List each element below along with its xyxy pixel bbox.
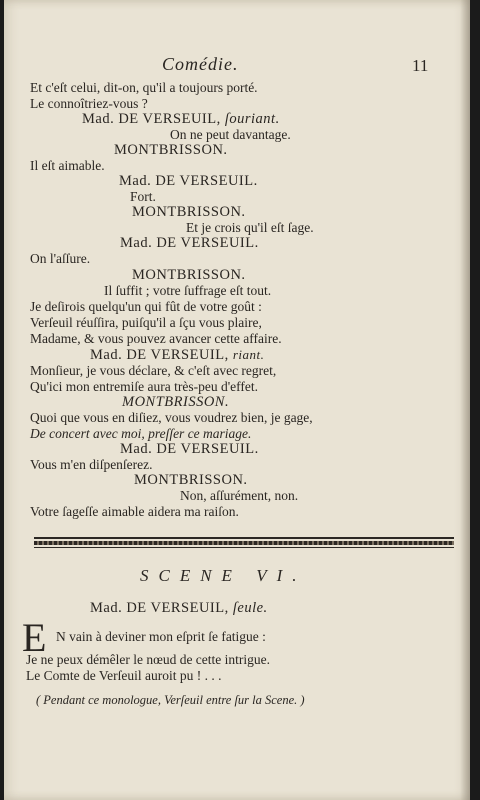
speaker-name: Mad. DE VERSEUIL. — [120, 441, 259, 457]
text-line: Et c'eſt celui, dit-on, qu'il a toujours porté. — [30, 80, 258, 95]
text-line: Il eſt aimable. — [30, 158, 105, 173]
text-line: Et je crois qu'il eſt ſage. — [186, 220, 314, 235]
speaker-name: MONTBRISSON. — [132, 267, 246, 283]
text-line: Il ſuffit ; votre ſuffrage eſt tout. — [104, 283, 272, 298]
text-line: Vous m'en diſpenſerez. — [30, 457, 153, 472]
speaker-name: MONTBRISSON. — [122, 394, 230, 410]
ornamental-rule — [34, 537, 454, 548]
text-line: Quoi que vous en diſiez, vous voudrez bien, je gage, — [30, 410, 313, 425]
book-page — [4, 0, 470, 800]
text-line: On ne peut davantage. — [170, 127, 291, 142]
page-edge-shadow — [460, 0, 470, 800]
running-title: Comédie. — [162, 54, 239, 74]
speaker-name: Mad. DE VERSEUIL, ſouriant. — [82, 111, 280, 127]
page-number: 11 — [412, 56, 429, 75]
drop-cap: E — [22, 615, 47, 660]
speaker-name: Mad. DE VERSEUIL. — [119, 173, 258, 189]
text-line: Fort. — [130, 189, 156, 204]
text-line: Le Comte de Verſeuil auroit pu ! . . . — [26, 668, 222, 683]
text-line: Qu'ici mon entremiſe aura très-peu d'effet. — [30, 379, 259, 394]
text-line: On l'aſſure. — [30, 251, 91, 266]
text-line: Non, aſſurément, non. — [180, 488, 299, 503]
speaker-name: MONTBRISSON. — [132, 204, 246, 220]
text-line: Je deſirois quelqu'un qui fût de votre goût : — [30, 299, 262, 314]
scene-speaker: Mad. DE VERSEUIL, ſeule. — [90, 600, 268, 616]
text-line: Le connoîtriez-vous ? — [30, 96, 148, 111]
speaker-name: MONTBRISSON. — [134, 472, 248, 488]
text-line: De concert avec moi, preſſer ce mariage. — [30, 426, 252, 441]
text-line: Verſeuil réuſſira, puiſqu'il a ſçu vous plaire, — [30, 315, 262, 330]
text-line: Madame, & vous pouvez avancer cette affaire. — [30, 331, 282, 346]
text-line: Je ne peux démêler le nœud de cette intrigue. — [26, 652, 271, 667]
speaker-name: Mad. DE VERSEUIL. — [120, 235, 259, 251]
text-line: Votre ſageſſe aimable aidera ma raiſon. — [30, 504, 239, 519]
speaker-name: Mad. DE VERSEUIL, riant. — [90, 347, 265, 363]
stage-direction: ( Pendant ce monologue, Verſeuil entre ſur la Scene. ) — [36, 693, 305, 707]
scene-heading: SCENE VI. — [140, 566, 307, 585]
speaker-name: MONTBRISSON. — [114, 142, 228, 158]
text-line: N vain à deviner mon eſprit ſe fatigue : — [56, 629, 266, 644]
text-line: Monſieur, je vous déclare, & c'eſt avec regret, — [30, 363, 277, 378]
